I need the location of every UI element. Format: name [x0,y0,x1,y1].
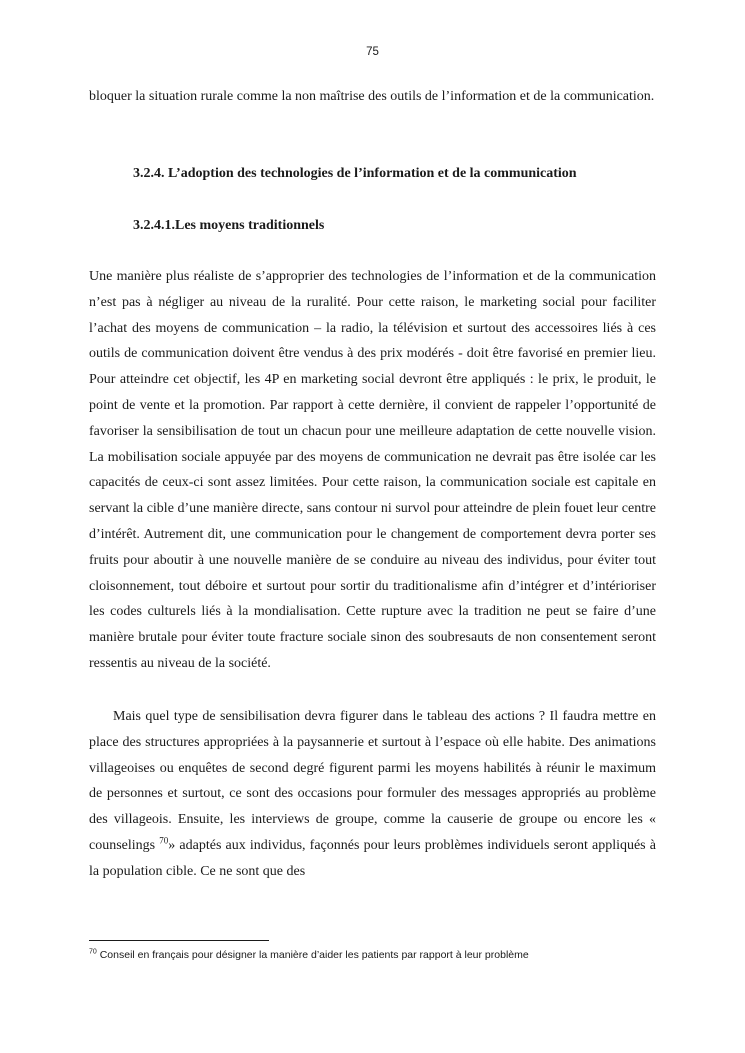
subsection-heading: 3.2.4.1.Les moyens traditionnels [133,218,325,233]
paragraph-text-before-ref: Mais quel type de sensibilisation devra figurer dans le tableau des actions ? Il faudra mettre en place des structures appropriées à la paysannerie et surtout à l’espace où elle habite. Des animations villageoises ou enquêtes de second degré figurent parmi les moyens habilités à réunir le maximum de personnes et surtout, ce sont des occasions pour formuler des messages appropriés au problème des villageois. Ensuite, les interviews de groupe, comme la causerie de groupe ou encore les « counselings [89,709,656,853]
footnote-reference[interactable]: 70 [159,835,169,846]
section-heading: 3.2.4. L’adoption des technologies de l’information et de la communication [133,166,577,181]
paragraph-marketing-social: Une manière plus réaliste de s’approprier des technologies de l’information et de la communication n’est pas à négliger au niveau de la ruralité. Pour cette raison, le marketing social pour faciliter l’achat des moyens de communication – la radio, la télévision et surtout des accessoires liés à ces outils de communication doivent être vendus à des prix modérés - doit être favorisé en premier lieu. Pour atteindre cet objectif, les 4P en marketing social devront être appliqués : le prix, le produit, le point de vente et la promotion. Par rapport à cette dernière, il convient de rappeler l’opportunité de favoriser la sensibilisation de tout un chacun pour une meilleure adaptation de cette nouvelle vision. La mobilisation sociale appuyée par des moyens de communication ne devrait pas être isolée car les capacités de ceux-ci sont assez limitées. Pour cette raison, la communication sociale est capitale en servant la cible d’une manière directe, sans contour ni survol pour atteindre de plein fouet leur centre d’intérêt. Autrement dit, une communication pour le changement de comportement devra porter ses fruits pour aboutir à une nouvelle manière de se conduire au niveau des individus, pour éviter tout cloisonnement, tout déboire et surtout pour sortir du traditionalisme afin d’intégrer et d’intérioriser les codes culturels liés à la mondialisation. Cette rupture avec la tradition ne peut se faire d’une manière brutale pour éviter toute fracture sociale sinon des soubresauts de non consentement seront ressentis au niveau de la société. [89,269,656,671]
paragraph-sensibilisation [89,704,656,885]
footnote-separator [89,940,269,941]
footnote [89,947,689,963]
footnote-number: 70 [89,948,97,956]
page-number: 75 [366,46,379,58]
paragraph-text-after-ref: » adaptés aux individus, façonnés pour leurs problèmes individuels seront appliqués à la population cible. Ce ne sont que des [89,837,657,879]
footnote-text: Conseil en français pour désigner la manière d’aider les patients par rapport à leur problème [96,949,529,961]
paragraph-continuation: bloquer la situation rurale comme la non maîtrise des outils de l’information et de la communication. [89,89,655,104]
